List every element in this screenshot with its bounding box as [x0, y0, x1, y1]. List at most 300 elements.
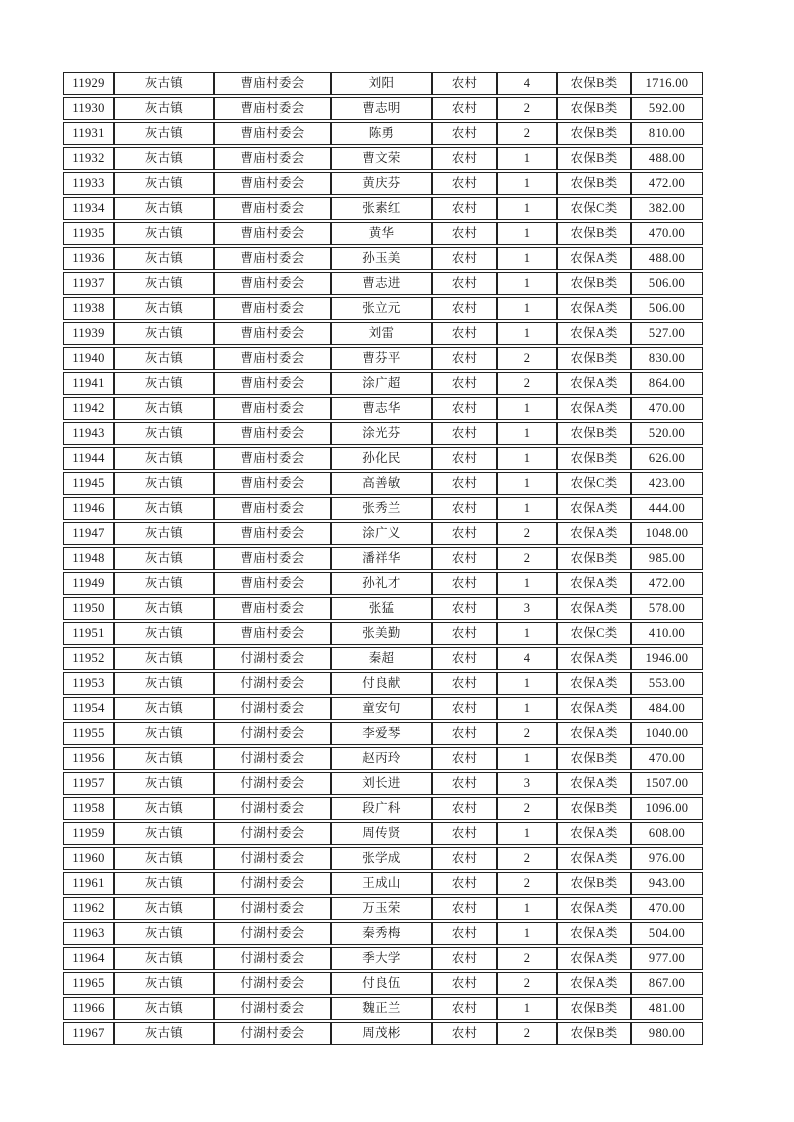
table-row [63, 297, 703, 320]
cell-village: 付湖村委会 [214, 847, 331, 870]
cell-town: 灰古镇 [114, 247, 214, 270]
table-row [63, 322, 703, 345]
cell-name: 付良献 [331, 672, 432, 695]
table-row [63, 672, 703, 695]
cell-insurance-category: 农保C类 [557, 472, 631, 495]
cell-name: 刘阳 [331, 72, 432, 95]
cell-village: 付湖村委会 [214, 897, 331, 920]
table-row [63, 397, 703, 420]
cell-town: 灰古镇 [114, 197, 214, 220]
cell-town: 灰古镇 [114, 772, 214, 795]
cell-name: 段广科 [331, 797, 432, 820]
table-row [63, 847, 703, 870]
cell-amount: 830.00 [631, 347, 703, 370]
cell-village: 曹庙村委会 [214, 597, 331, 620]
table-row [63, 272, 703, 295]
cell-insurance-category: 农保C类 [557, 197, 631, 220]
cell-residence-type: 农村 [432, 672, 497, 695]
cell-id: 11951 [63, 622, 114, 645]
table-row [63, 447, 703, 470]
cell-person-count: 1 [497, 397, 557, 420]
cell-id: 11947 [63, 522, 114, 545]
cell-insurance-category: 农保A类 [557, 947, 631, 970]
cell-insurance-category: 农保B类 [557, 347, 631, 370]
cell-person-count: 4 [497, 72, 557, 95]
cell-residence-type: 农村 [432, 172, 497, 195]
cell-village: 付湖村委会 [214, 722, 331, 745]
cell-insurance-category: 农保A类 [557, 847, 631, 870]
cell-person-count: 1 [497, 747, 557, 770]
cell-amount: 488.00 [631, 247, 703, 270]
cell-id: 11939 [63, 322, 114, 345]
cell-name: 魏正兰 [331, 997, 432, 1020]
cell-insurance-category: 农保A类 [557, 322, 631, 345]
pension-payment-table [63, 70, 703, 1047]
cell-residence-type: 农村 [432, 947, 497, 970]
cell-person-count: 1 [497, 822, 557, 845]
cell-village: 付湖村委会 [214, 672, 331, 695]
cell-id: 11957 [63, 772, 114, 795]
cell-amount: 488.00 [631, 147, 703, 170]
cell-person-count: 2 [497, 372, 557, 395]
cell-name: 孙化民 [331, 447, 432, 470]
cell-person-count: 2 [497, 97, 557, 120]
cell-town: 灰古镇 [114, 272, 214, 295]
cell-insurance-category: 农保A类 [557, 972, 631, 995]
cell-insurance-category: 农保B类 [557, 797, 631, 820]
cell-amount: 608.00 [631, 822, 703, 845]
cell-town: 灰古镇 [114, 897, 214, 920]
cell-town: 灰古镇 [114, 122, 214, 145]
cell-amount: 423.00 [631, 472, 703, 495]
cell-id: 11936 [63, 247, 114, 270]
table-row [63, 1022, 703, 1045]
cell-name: 张秀兰 [331, 497, 432, 520]
cell-insurance-category: 农保A类 [557, 922, 631, 945]
cell-town: 灰古镇 [114, 622, 214, 645]
cell-town: 灰古镇 [114, 597, 214, 620]
cell-residence-type: 农村 [432, 872, 497, 895]
cell-person-count: 1 [497, 497, 557, 520]
cell-insurance-category: 农保B类 [557, 147, 631, 170]
cell-name: 季大学 [331, 947, 432, 970]
cell-insurance-category: 农保B类 [557, 272, 631, 295]
cell-village: 曹庙村委会 [214, 72, 331, 95]
cell-insurance-category: 农保A类 [557, 397, 631, 420]
cell-village: 曹庙村委会 [214, 447, 331, 470]
cell-amount: 1040.00 [631, 722, 703, 745]
cell-person-count: 1 [497, 297, 557, 320]
cell-residence-type: 农村 [432, 647, 497, 670]
cell-town: 灰古镇 [114, 822, 214, 845]
cell-name: 黄庆芬 [331, 172, 432, 195]
cell-person-count: 1 [497, 272, 557, 295]
cell-village: 付湖村委会 [214, 872, 331, 895]
cell-village: 付湖村委会 [214, 772, 331, 795]
table-row [63, 872, 703, 895]
cell-name: 曹志明 [331, 97, 432, 120]
cell-town: 灰古镇 [114, 722, 214, 745]
cell-id: 11950 [63, 597, 114, 620]
cell-person-count: 2 [497, 972, 557, 995]
cell-id: 11935 [63, 222, 114, 245]
cell-person-count: 1 [497, 897, 557, 920]
cell-residence-type: 农村 [432, 797, 497, 820]
cell-town: 灰古镇 [114, 672, 214, 695]
table-row [63, 897, 703, 920]
cell-amount: 484.00 [631, 697, 703, 720]
cell-insurance-category: 农保B类 [557, 222, 631, 245]
cell-town: 灰古镇 [114, 797, 214, 820]
cell-town: 灰古镇 [114, 372, 214, 395]
cell-village: 曹庙村委会 [214, 147, 331, 170]
cell-name: 潘祥华 [331, 547, 432, 570]
cell-town: 灰古镇 [114, 97, 214, 120]
table-row [63, 747, 703, 770]
cell-residence-type: 农村 [432, 472, 497, 495]
cell-id: 11933 [63, 172, 114, 195]
cell-amount: 1096.00 [631, 797, 703, 820]
cell-id: 11932 [63, 147, 114, 170]
table-row [63, 822, 703, 845]
cell-insurance-category: 农保A类 [557, 522, 631, 545]
cell-person-count: 3 [497, 772, 557, 795]
cell-insurance-category: 农保B类 [557, 747, 631, 770]
cell-insurance-category: 农保A类 [557, 822, 631, 845]
cell-insurance-category: 农保A类 [557, 897, 631, 920]
cell-amount: 592.00 [631, 97, 703, 120]
cell-name: 赵丙玲 [331, 747, 432, 770]
cell-person-count: 2 [497, 722, 557, 745]
cell-id: 11944 [63, 447, 114, 470]
cell-town: 灰古镇 [114, 297, 214, 320]
cell-id: 11960 [63, 847, 114, 870]
cell-village: 付湖村委会 [214, 947, 331, 970]
cell-id: 11938 [63, 297, 114, 320]
cell-name: 童安句 [331, 697, 432, 720]
cell-amount: 506.00 [631, 297, 703, 320]
table-row [63, 722, 703, 745]
cell-person-count: 2 [497, 872, 557, 895]
cell-person-count: 1 [497, 472, 557, 495]
cell-town: 灰古镇 [114, 872, 214, 895]
cell-name: 涂广义 [331, 522, 432, 545]
cell-id: 11948 [63, 547, 114, 570]
cell-residence-type: 农村 [432, 847, 497, 870]
cell-village: 曹庙村委会 [214, 247, 331, 270]
cell-insurance-category: 农保A类 [557, 722, 631, 745]
cell-residence-type: 农村 [432, 772, 497, 795]
cell-village: 曹庙村委会 [214, 197, 331, 220]
cell-person-count: 1 [497, 572, 557, 595]
cell-village: 曹庙村委会 [214, 522, 331, 545]
cell-town: 灰古镇 [114, 322, 214, 345]
table-row [63, 772, 703, 795]
cell-id: 11966 [63, 997, 114, 1020]
table-row [63, 622, 703, 645]
cell-town: 灰古镇 [114, 1022, 214, 1045]
cell-town: 灰古镇 [114, 547, 214, 570]
cell-village: 曹庙村委会 [214, 572, 331, 595]
cell-id: 11943 [63, 422, 114, 445]
cell-insurance-category: 农保A类 [557, 497, 631, 520]
cell-insurance-category: 农保A类 [557, 572, 631, 595]
cell-residence-type: 农村 [432, 897, 497, 920]
table-row [63, 647, 703, 670]
cell-residence-type: 农村 [432, 722, 497, 745]
cell-residence-type: 农村 [432, 147, 497, 170]
cell-person-count: 1 [497, 997, 557, 1020]
cell-name: 李爱琴 [331, 722, 432, 745]
cell-name: 高善敏 [331, 472, 432, 495]
cell-amount: 481.00 [631, 997, 703, 1020]
table-row [63, 97, 703, 120]
cell-insurance-category: 农保B类 [557, 447, 631, 470]
cell-person-count: 2 [497, 797, 557, 820]
cell-name: 张素红 [331, 197, 432, 220]
cell-village: 付湖村委会 [214, 997, 331, 1020]
cell-village: 曹庙村委会 [214, 272, 331, 295]
cell-name: 曹志进 [331, 272, 432, 295]
cell-id: 11963 [63, 922, 114, 945]
cell-person-count: 2 [497, 522, 557, 545]
cell-amount: 1946.00 [631, 647, 703, 670]
cell-residence-type: 农村 [432, 222, 497, 245]
cell-residence-type: 农村 [432, 822, 497, 845]
cell-residence-type: 农村 [432, 197, 497, 220]
table-row [63, 72, 703, 95]
cell-village: 曹庙村委会 [214, 172, 331, 195]
cell-residence-type: 农村 [432, 597, 497, 620]
cell-town: 灰古镇 [114, 947, 214, 970]
table-row [63, 497, 703, 520]
cell-name: 周传贤 [331, 822, 432, 845]
cell-insurance-category: 农保A类 [557, 647, 631, 670]
cell-insurance-category: 农保A类 [557, 672, 631, 695]
cell-person-count: 1 [497, 697, 557, 720]
cell-village: 曹庙村委会 [214, 472, 331, 495]
cell-amount: 864.00 [631, 372, 703, 395]
cell-village: 付湖村委会 [214, 647, 331, 670]
cell-town: 灰古镇 [114, 522, 214, 545]
cell-amount: 410.00 [631, 622, 703, 645]
cell-person-count: 2 [497, 947, 557, 970]
cell-person-count: 1 [497, 922, 557, 945]
cell-name: 孙玉美 [331, 247, 432, 270]
table-row [63, 922, 703, 945]
cell-insurance-category: 农保A类 [557, 697, 631, 720]
cell-person-count: 2 [497, 547, 557, 570]
cell-amount: 472.00 [631, 572, 703, 595]
cell-name: 曹芬平 [331, 347, 432, 370]
cell-village: 曹庙村委会 [214, 122, 331, 145]
cell-village: 付湖村委会 [214, 697, 331, 720]
cell-name: 曹文荣 [331, 147, 432, 170]
cell-village: 曹庙村委会 [214, 397, 331, 420]
table-row [63, 122, 703, 145]
cell-name: 陈勇 [331, 122, 432, 145]
cell-insurance-category: 农保B类 [557, 997, 631, 1020]
cell-amount: 1716.00 [631, 72, 703, 95]
table-row [63, 972, 703, 995]
cell-residence-type: 农村 [432, 322, 497, 345]
cell-amount: 553.00 [631, 672, 703, 695]
cell-name: 张猛 [331, 597, 432, 620]
cell-amount: 1507.00 [631, 772, 703, 795]
cell-name: 涂广超 [331, 372, 432, 395]
cell-name: 刘雷 [331, 322, 432, 345]
cell-insurance-category: 农保B类 [557, 422, 631, 445]
cell-village: 付湖村委会 [214, 822, 331, 845]
cell-town: 灰古镇 [114, 72, 214, 95]
cell-village: 曹庙村委会 [214, 297, 331, 320]
cell-town: 灰古镇 [114, 147, 214, 170]
cell-town: 灰古镇 [114, 572, 214, 595]
cell-insurance-category: 农保A类 [557, 247, 631, 270]
cell-residence-type: 农村 [432, 1022, 497, 1045]
cell-village: 曹庙村委会 [214, 497, 331, 520]
cell-insurance-category: 农保B类 [557, 97, 631, 120]
cell-id: 11930 [63, 97, 114, 120]
cell-residence-type: 农村 [432, 972, 497, 995]
cell-amount: 980.00 [631, 1022, 703, 1045]
cell-person-count: 1 [497, 322, 557, 345]
cell-village: 曹庙村委会 [214, 322, 331, 345]
cell-residence-type: 农村 [432, 522, 497, 545]
cell-amount: 504.00 [631, 922, 703, 945]
cell-amount: 943.00 [631, 872, 703, 895]
cell-name: 秦秀梅 [331, 922, 432, 945]
cell-id: 11929 [63, 72, 114, 95]
cell-person-count: 1 [497, 222, 557, 245]
cell-id: 11955 [63, 722, 114, 745]
cell-village: 付湖村委会 [214, 922, 331, 945]
table-row [63, 597, 703, 620]
cell-residence-type: 农村 [432, 372, 497, 395]
cell-town: 灰古镇 [114, 347, 214, 370]
cell-person-count: 1 [497, 622, 557, 645]
cell-residence-type: 农村 [432, 622, 497, 645]
cell-amount: 810.00 [631, 122, 703, 145]
cell-amount: 520.00 [631, 422, 703, 445]
cell-residence-type: 农村 [432, 497, 497, 520]
cell-id: 11934 [63, 197, 114, 220]
cell-residence-type: 农村 [432, 447, 497, 470]
cell-person-count: 1 [497, 422, 557, 445]
cell-name: 张美勤 [331, 622, 432, 645]
table-row [63, 347, 703, 370]
cell-name: 曹志华 [331, 397, 432, 420]
cell-town: 灰古镇 [114, 972, 214, 995]
cell-name: 刘长进 [331, 772, 432, 795]
table-row [63, 247, 703, 270]
cell-id: 11931 [63, 122, 114, 145]
cell-amount: 470.00 [631, 222, 703, 245]
cell-person-count: 2 [497, 122, 557, 145]
table-row [63, 797, 703, 820]
cell-person-count: 1 [497, 147, 557, 170]
cell-town: 灰古镇 [114, 647, 214, 670]
cell-residence-type: 农村 [432, 97, 497, 120]
cell-village: 曹庙村委会 [214, 97, 331, 120]
cell-id: 11952 [63, 647, 114, 670]
cell-village: 曹庙村委会 [214, 622, 331, 645]
cell-id: 11959 [63, 822, 114, 845]
cell-residence-type: 农村 [432, 347, 497, 370]
cell-town: 灰古镇 [114, 447, 214, 470]
cell-amount: 444.00 [631, 497, 703, 520]
table-row [63, 472, 703, 495]
cell-id: 11941 [63, 372, 114, 395]
table-row [63, 997, 703, 1020]
cell-name: 张学成 [331, 847, 432, 870]
cell-residence-type: 农村 [432, 397, 497, 420]
cell-person-count: 1 [497, 197, 557, 220]
cell-insurance-category: 农保A类 [557, 597, 631, 620]
cell-id: 11937 [63, 272, 114, 295]
cell-amount: 626.00 [631, 447, 703, 470]
cell-id: 11946 [63, 497, 114, 520]
cell-name: 黄华 [331, 222, 432, 245]
cell-insurance-category: 农保B类 [557, 872, 631, 895]
cell-person-count: 1 [497, 247, 557, 270]
cell-person-count: 2 [497, 847, 557, 870]
cell-amount: 977.00 [631, 947, 703, 970]
cell-insurance-category: 农保B类 [557, 72, 631, 95]
table-row [63, 372, 703, 395]
cell-person-count: 2 [497, 1022, 557, 1045]
cell-residence-type: 农村 [432, 297, 497, 320]
cell-person-count: 3 [497, 597, 557, 620]
cell-name: 付良伍 [331, 972, 432, 995]
cell-residence-type: 农村 [432, 422, 497, 445]
cell-amount: 527.00 [631, 322, 703, 345]
table-row [63, 947, 703, 970]
cell-amount: 472.00 [631, 172, 703, 195]
cell-id: 11964 [63, 947, 114, 970]
cell-residence-type: 农村 [432, 247, 497, 270]
cell-id: 11949 [63, 572, 114, 595]
cell-id: 11965 [63, 972, 114, 995]
cell-amount: 985.00 [631, 547, 703, 570]
table-row [63, 547, 703, 570]
table-row [63, 147, 703, 170]
cell-name: 周茂彬 [331, 1022, 432, 1045]
table-row [63, 172, 703, 195]
cell-amount: 506.00 [631, 272, 703, 295]
cell-village: 曹庙村委会 [214, 372, 331, 395]
table-body [63, 72, 703, 1045]
cell-insurance-category: 农保B类 [557, 1022, 631, 1045]
cell-residence-type: 农村 [432, 922, 497, 945]
cell-village: 付湖村委会 [214, 1022, 331, 1045]
cell-residence-type: 农村 [432, 72, 497, 95]
cell-name: 涂光芬 [331, 422, 432, 445]
cell-town: 灰古镇 [114, 497, 214, 520]
cell-town: 灰古镇 [114, 422, 214, 445]
cell-amount: 976.00 [631, 847, 703, 870]
cell-amount: 578.00 [631, 597, 703, 620]
cell-village: 付湖村委会 [214, 797, 331, 820]
cell-town: 灰古镇 [114, 172, 214, 195]
cell-insurance-category: 农保B类 [557, 547, 631, 570]
table-row [63, 222, 703, 245]
cell-village: 曹庙村委会 [214, 547, 331, 570]
table-row [63, 697, 703, 720]
cell-id: 11953 [63, 672, 114, 695]
cell-residence-type: 农村 [432, 122, 497, 145]
cell-residence-type: 农村 [432, 272, 497, 295]
